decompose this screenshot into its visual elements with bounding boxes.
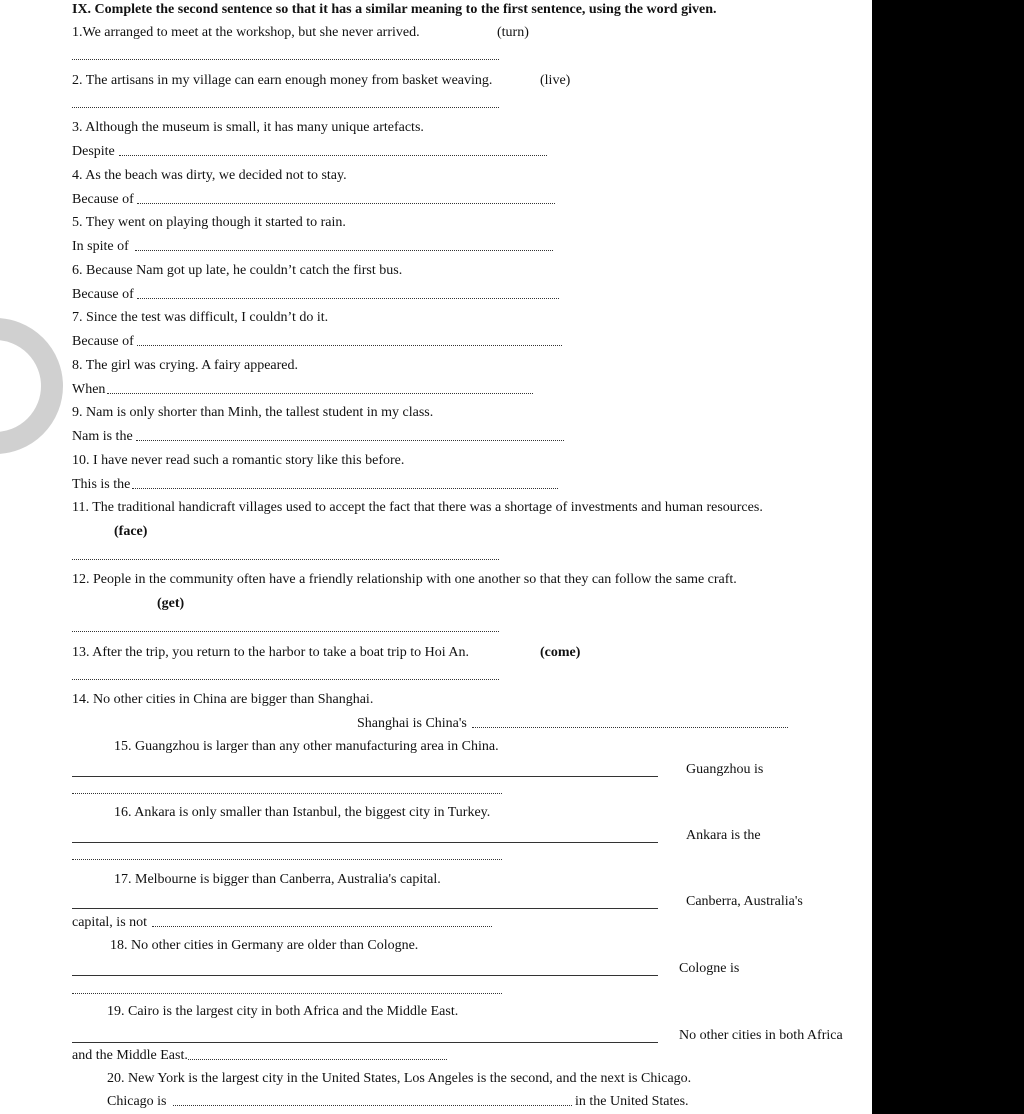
exercise-title: IX. Complete the second sentence so that it has a similar meaning to the first sentence, using the word given. <box>72 2 717 17</box>
q2-sentence: 2. The artisans in my village can earn enough money from basket weaving. <box>72 73 493 88</box>
q7-prompt: Because of <box>72 334 134 349</box>
q16-underline <box>72 842 658 843</box>
q17-prompt: Canberra, Australia's <box>686 894 803 909</box>
q18-answer-line[interactable] <box>72 993 502 994</box>
q11-sentence: 11. The traditional handicraft villages used to accept the fact that there was a shortage of investments and human resources. <box>72 500 763 515</box>
q4-sentence: 4. As the beach was dirty, we decided not to stay. <box>72 168 347 183</box>
q20-answer-line[interactable] <box>173 1105 572 1106</box>
q3-answer-line[interactable] <box>119 155 547 156</box>
q5-sentence: 5. They went on playing though it started to rain. <box>72 215 346 230</box>
q19-answer-line[interactable] <box>188 1059 447 1060</box>
q11-answer-line[interactable] <box>72 559 499 560</box>
q14-answer-line[interactable] <box>472 727 788 728</box>
q10-sentence: 10. I have never read such a romantic story like this before. <box>72 453 405 468</box>
q20-sentence: 20. New York is the largest city in the United States, Los Angeles is the second, and the next is Chicago. <box>107 1071 692 1086</box>
q19-underline <box>72 1042 658 1043</box>
q17-sentence: 17. Melbourne is bigger than Canberra, Australia's capital. <box>114 872 441 887</box>
q9-sentence: 9. Nam is only shorter than Minh, the tallest student in my class. <box>72 405 434 420</box>
q19-prompt: No other cities in both Africa <box>679 1028 843 1043</box>
q9-answer-line[interactable] <box>136 440 564 441</box>
q4-prompt: Because of <box>72 192 134 207</box>
q15-answer-line[interactable] <box>72 793 502 794</box>
q14-prompt: Shanghai is China's <box>357 716 467 731</box>
q12-keyword: (get) <box>157 596 185 611</box>
q11-keyword: (face) <box>114 524 148 539</box>
scan-ring-artifact <box>0 318 63 454</box>
q9-prompt: Nam is the <box>72 429 133 444</box>
q14-sentence: 14. No other cities in China are bigger than Shanghai. <box>72 692 374 707</box>
q3-sentence: 3. Although the museum is small, it has many unique artefacts. <box>72 120 424 135</box>
q16-sentence: 16. Ankara is only smaller than Istanbul, the biggest city in Turkey. <box>114 805 491 820</box>
q10-prompt: This is the <box>72 477 131 492</box>
q20-prompt-end: in the United States. <box>575 1094 689 1109</box>
q18-prompt: Cologne is <box>679 961 740 976</box>
q5-prompt: In spite of <box>72 239 129 254</box>
q16-answer-line[interactable] <box>72 859 502 860</box>
q4-answer-line[interactable] <box>137 203 555 204</box>
q5-answer-line[interactable] <box>135 250 553 251</box>
q15-underline <box>72 776 658 777</box>
q18-underline <box>72 975 658 976</box>
q6-prompt: Because of <box>72 287 134 302</box>
q13-answer-line[interactable] <box>72 679 499 680</box>
q12-answer-line[interactable] <box>72 631 499 632</box>
q6-sentence: 6. Because Nam got up late, he couldn’t catch the first bus. <box>72 263 403 278</box>
q1-keyword: (turn) <box>497 25 529 40</box>
q2-keyword: (live) <box>540 73 571 88</box>
q8-sentence: 8. The girl was crying. A fairy appeared. <box>72 358 299 373</box>
q8-answer-line[interactable] <box>107 393 533 394</box>
q20-prompt: Chicago is <box>107 1094 167 1109</box>
q15-prompt: Guangzhou is <box>686 762 764 777</box>
q17-answer-line[interactable] <box>152 926 492 927</box>
q1-sentence: 1.We arranged to meet at the workshop, but she never arrived. <box>72 25 420 40</box>
q7-answer-line[interactable] <box>137 345 562 346</box>
q19-sentence: 19. Cairo is the largest city in both Africa and the Middle East. <box>107 1004 459 1019</box>
q3-prompt: Despite <box>72 144 115 159</box>
q16-prompt: Ankara is the <box>686 828 761 843</box>
q7-sentence: 7. Since the test was difficult, I couldn’t do it. <box>72 310 329 325</box>
q18-sentence: 18. No other cities in Germany are older than Cologne. <box>110 938 419 953</box>
q15-sentence: 15. Guangzhou is larger than any other manufacturing area in China. <box>114 739 499 754</box>
q6-answer-line[interactable] <box>137 298 559 299</box>
q17-underline <box>72 908 658 909</box>
q8-prompt: When <box>72 382 106 397</box>
q19-prompt-cont: and the Middle East. <box>72 1048 188 1063</box>
q17-prompt-cont: capital, is not <box>72 915 148 930</box>
q13-sentence: 13. After the trip, you return to the harbor to take a boat trip to Hoi An. <box>72 645 469 660</box>
q2-answer-line[interactable] <box>72 107 499 108</box>
q1-answer-line[interactable] <box>72 59 499 60</box>
q13-keyword: (come) <box>540 645 581 660</box>
q10-answer-line[interactable] <box>132 488 558 489</box>
q12-sentence: 12. People in the community often have a friendly relationship with one another so that they can follow the same craft. <box>72 572 737 587</box>
